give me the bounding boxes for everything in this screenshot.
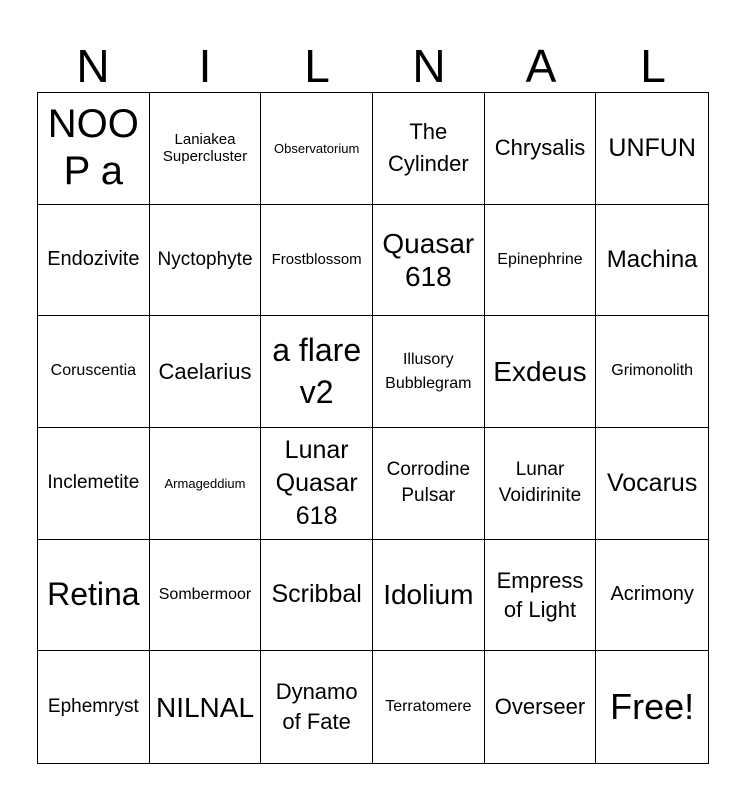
bingo-cell[interactable]: Exdeus	[485, 316, 597, 428]
bingo-cell[interactable]: Laniakea Supercluster	[150, 93, 262, 205]
bingo-cell[interactable]: Overseer	[485, 651, 597, 763]
bingo-cell[interactable]: Dynamo of Fate	[261, 651, 373, 763]
bingo-cell[interactable]: Frostblossom	[261, 205, 373, 317]
bingo-cell[interactable]: Lunar Quasar 618	[261, 428, 373, 540]
bingo-cell[interactable]: Ephemryst	[38, 651, 150, 763]
bingo-cell[interactable]: Terratomere	[373, 651, 485, 763]
header-letter: L	[640, 40, 666, 92]
bingo-cell[interactable]: Acrimony	[596, 540, 708, 652]
bingo-cell[interactable]: Empress of Light	[485, 540, 597, 652]
bingo-cell[interactable]: Scribbal	[261, 540, 373, 652]
bingo-cell[interactable]: Machina	[596, 205, 708, 317]
bingo-cell[interactable]: Lunar Voidirinite	[485, 428, 597, 540]
bingo-cell[interactable]: Corrodine Pulsar	[373, 428, 485, 540]
bingo-cell[interactable]: Grimonolith	[596, 316, 708, 428]
bingo-cell[interactable]: Quasar 618	[373, 205, 485, 317]
bingo-cell[interactable]: Idolium	[373, 540, 485, 652]
bingo-cell[interactable]: Retina	[38, 540, 150, 652]
bingo-cell[interactable]: Chrysalis	[485, 93, 597, 205]
bingo-cell[interactable]: UNFUN	[596, 93, 708, 205]
bingo-cell[interactable]: a flare v2	[261, 316, 373, 428]
header-letter: N	[412, 40, 446, 92]
header-letter: N	[76, 40, 110, 92]
bingo-cell[interactable]: Armageddium	[150, 428, 262, 540]
bingo-cell[interactable]: NILNAL	[150, 651, 262, 763]
bingo-cell[interactable]: Caelarius	[150, 316, 262, 428]
header-letter: I	[198, 40, 212, 92]
bingo-header	[37, 38, 709, 94]
bingo-cell[interactable]: The Cylinder	[373, 93, 485, 205]
bingo-cell[interactable]: Vocarus	[596, 428, 708, 540]
header-letter: L	[304, 40, 330, 92]
free-space-cell[interactable]: Free!	[610, 686, 695, 727]
bingo-cell[interactable]: Nyctophyte	[150, 205, 262, 317]
bingo-cell[interactable]: Endozivite	[38, 205, 150, 317]
bingo-cell[interactable]: Sombermoor	[150, 540, 262, 652]
header-letter: A	[525, 40, 557, 92]
bingo-cell[interactable]: Observatorium	[261, 93, 373, 205]
bingo-cell[interactable]: Inclemetite	[38, 428, 150, 540]
bingo-cell[interactable]: Illusory Bubblegram	[373, 316, 485, 428]
bingo-cell[interactable]: Coruscentia	[38, 316, 150, 428]
bingo-cell[interactable]: Epinephrine	[485, 205, 597, 317]
bingo-board	[37, 92, 709, 764]
bingo-cell[interactable]: NOO P a	[38, 93, 150, 205]
